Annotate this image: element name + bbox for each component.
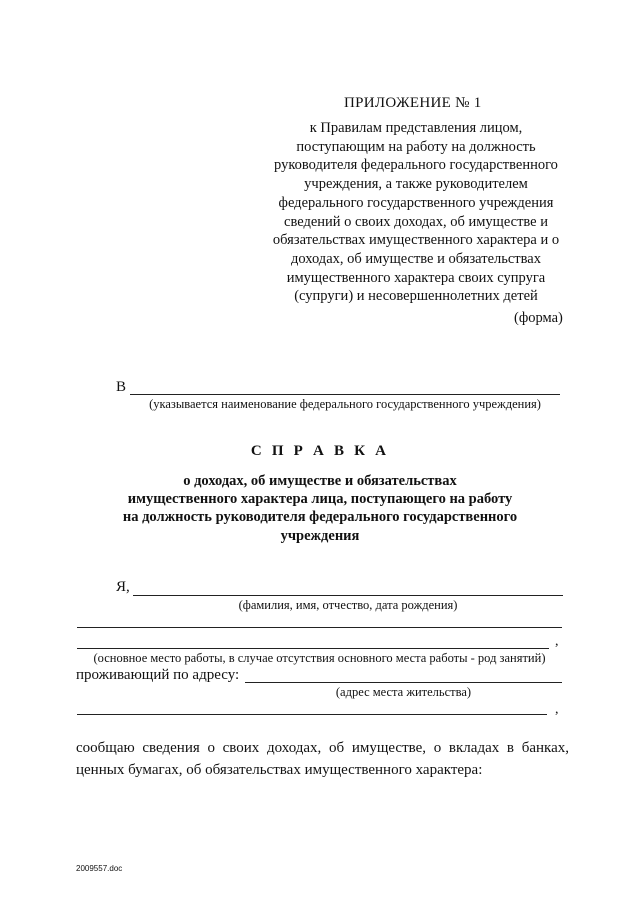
addressee-caption: (указывается наименование федерального государственного учреждения) (149, 397, 541, 411)
address-comma: , (555, 702, 559, 717)
address-field-line-1[interactable] (245, 682, 562, 683)
appendix-line: учреждения, а также руководителем (304, 176, 528, 193)
appendix-line: доходах, об имуществе и обязательствах (291, 250, 541, 267)
addressee-field-line[interactable] (130, 394, 560, 395)
statement-line: ценных бумагах, об обязательствах имущественного характера: (76, 762, 483, 778)
work-field-line-2[interactable] (77, 648, 549, 649)
appendix-title: ПРИЛОЖЕНИЕ № 1 (344, 95, 482, 111)
work-caption: (основное место работы, в случае отсутствия основного места работы - род занятий) (93, 651, 546, 665)
appendix-line: федерального государственного учреждения (278, 194, 554, 211)
appendix-line: к Правилам представления лицом, (309, 120, 523, 136)
document-title: С П Р А В К А (250, 443, 390, 459)
statement-text (76, 737, 569, 781)
address-field-line-2[interactable] (77, 714, 547, 715)
name-field-line[interactable] (133, 595, 563, 596)
form-label: (форма) (514, 310, 563, 326)
work-field-line-1[interactable] (77, 627, 562, 628)
subtitle-line: на должность руководителя федерального государственного (122, 509, 518, 526)
appendix-line: руководителя федерального государственного (274, 157, 558, 174)
name-caption: (фамилия, имя, отчество, дата рождения) (238, 598, 458, 612)
appendix-line: сведений о своих доходах, об имуществе и (284, 213, 548, 230)
addressee-prefix: В (116, 379, 127, 395)
statement-line: сообщаю сведения о своих доходах, об имуществе, о вкладах в банках, (76, 740, 569, 756)
document-subtitle (60, 472, 580, 545)
file-name: 2009557.doc (76, 864, 123, 873)
subtitle-line: имущественного характера лица, поступающего на работу (127, 491, 513, 508)
appendix-line: имущественного характера своих супруга (286, 269, 546, 286)
address-caption: (адрес места жительства) (335, 685, 472, 699)
subtitle-line: учреждения (280, 527, 360, 544)
work-comma: , (555, 634, 559, 649)
subtitle-line: о доходах, об имуществе и обязательствах (183, 473, 457, 489)
address-label: проживающий по адресу: (76, 667, 240, 683)
appendix-description (250, 119, 582, 306)
appendix-line: обязательствах имущественного характера и о (272, 232, 560, 249)
appendix-line: поступающим на работу на должность (296, 138, 536, 155)
appendix-line: (супруги) и несовершеннолетних детей (294, 288, 538, 305)
declarant-prefix: Я, (116, 579, 130, 595)
